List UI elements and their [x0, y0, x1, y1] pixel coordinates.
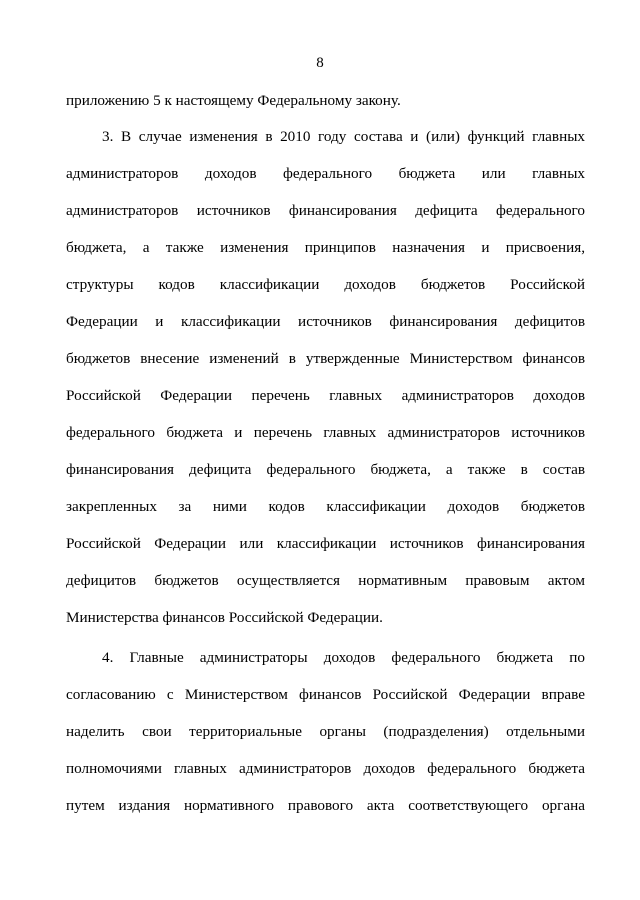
text-line: согласованию с Министерством финансов Российской Федерации вправе — [66, 686, 585, 703]
text-line: Российской Федерации перечень главных администраторов доходов — [66, 387, 585, 404]
text-line: структуры кодов классификации доходов бюджетов Российской — [66, 276, 585, 293]
text-line: Министерства финансов Российской Федерации. — [66, 609, 383, 626]
text-line: бюджетов внесение изменений в утвержденные Министерством финансов — [66, 350, 585, 367]
text-line: администраторов доходов федерального бюджета или главных — [66, 165, 585, 182]
text-line: наделить свои территориальные органы (подразделения) отдельными — [66, 723, 585, 740]
text-line: приложению 5 к настоящему Федеральному закону. — [66, 92, 401, 109]
text-line: Федерации и классификации источников финансирования дефицитов — [66, 313, 585, 330]
page-number: 8 — [316, 55, 324, 71]
text-line: дефицитов бюджетов осуществляется нормативным правовым актом — [66, 572, 585, 589]
text-line: Российской Федерации или классификации источников финансирования — [66, 535, 585, 552]
text-line: закрепленных за ними кодов классификации доходов бюджетов — [66, 498, 585, 515]
text-line: бюджета, а также изменения принципов назначения и присвоения, — [66, 239, 585, 256]
text-line: 3. В случае изменения в 2010 году состава и (или) функций главных — [102, 128, 585, 145]
text-line: полномочиями главных администраторов доходов федерального бюджета — [66, 760, 585, 777]
text-line: путем издания нормативного правового акта соответствующего органа — [66, 797, 585, 814]
text-line: 4. Главные администраторы доходов федерального бюджета по — [102, 649, 585, 666]
text-line: федерального бюджета и перечень главных администраторов источников — [66, 424, 585, 441]
text-line: администраторов источников финансирования дефицита федерального — [66, 202, 585, 219]
text-line: финансирования дефицита федерального бюджета, а также в состав — [66, 461, 585, 478]
